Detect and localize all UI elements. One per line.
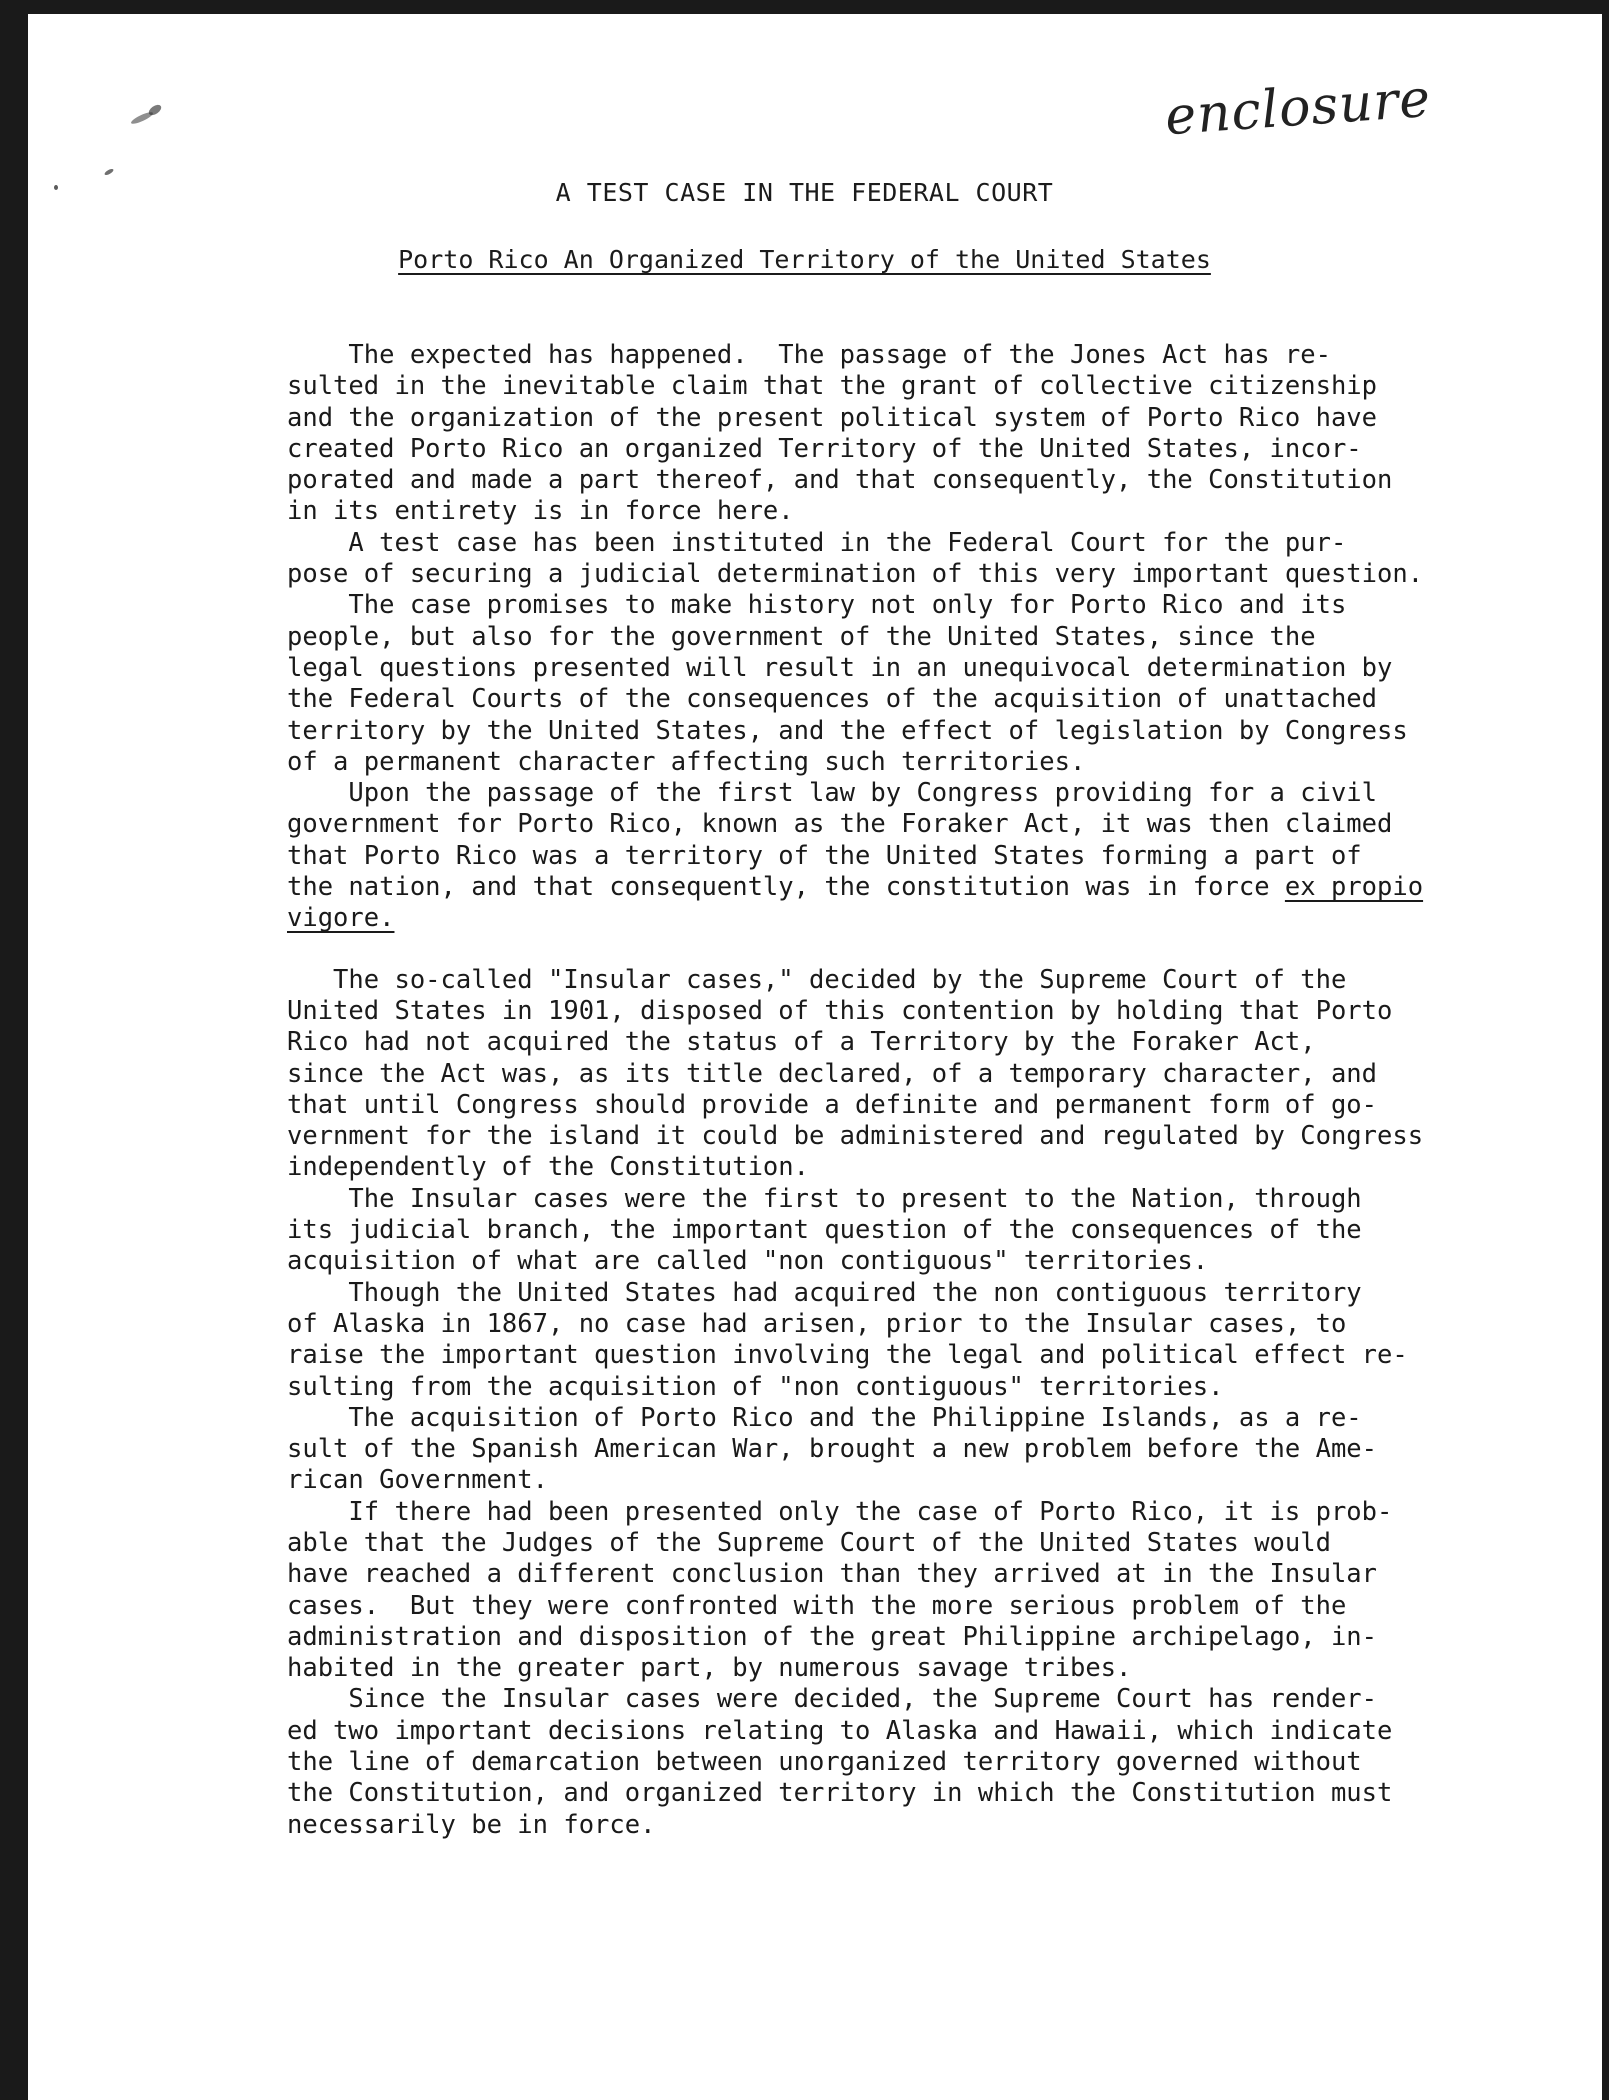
paragraph-line: Since the Insular cases were decided, the Supreme Court has render- xyxy=(287,1684,1378,1715)
paragraph-line: If there had been presented only the case of Porto Rico, it is prob- xyxy=(287,1496,1393,1527)
paragraph xyxy=(287,1497,1423,1685)
line-text: the nation, and that consequently, the constitution was in force xyxy=(287,872,1285,903)
paragraph-line: rican Government. xyxy=(287,1465,548,1496)
paragraph-line: Rico had not acquired the status of a Territory by the Foraker Act, xyxy=(287,1027,1316,1058)
paragraph-gap xyxy=(287,935,1423,965)
paragraph-line xyxy=(287,872,1423,903)
paragraph-line: independently of the Constitution. xyxy=(287,1152,809,1183)
paragraph xyxy=(287,590,1423,778)
scan-border-top xyxy=(0,0,1609,14)
scan-border-right xyxy=(1602,0,1609,2100)
paragraph-line: since the Act was, as its title declared, of a temporary character, and xyxy=(287,1058,1378,1089)
paragraph xyxy=(287,528,1423,591)
paragraph-line: have reached a different conclusion than they arrived at in the Insular xyxy=(287,1559,1378,1590)
paragraph-line: territory by the United States, and the effect of legislation by Congress xyxy=(287,715,1408,746)
paragraph-line: Though the United States had acquired the non contiguous territory xyxy=(287,1277,1362,1308)
paragraph-line: administration and disposition of the great Philippine archipelago, in- xyxy=(287,1621,1378,1652)
paragraph-line: The acquisition of Porto Rico and the Philippine Islands, as a re- xyxy=(287,1402,1362,1433)
paragraph-line: A test case has been instituted in the Federal Court for the pur- xyxy=(287,527,1347,558)
paragraph-line: sult of the Spanish American War, brought a new problem before the Ame- xyxy=(287,1434,1378,1465)
paragraph-line: that Porto Rico was a territory of the United States forming a part of xyxy=(287,840,1362,871)
paragraph xyxy=(287,1684,1423,1840)
paragraph xyxy=(287,965,1423,1184)
paragraph-line: porated and made a part thereof, and that consequently, the Constitution xyxy=(287,465,1393,496)
paragraph-line: pose of securing a judicial determination of this very important question. xyxy=(287,559,1424,590)
paragraph-line: that until Congress should provide a definite and permanent form of go- xyxy=(287,1089,1378,1120)
document-subtitle xyxy=(0,245,1609,274)
latin-phrase-continued: vigore. xyxy=(287,903,395,934)
latin-phrase: ex propio xyxy=(1284,872,1424,903)
paragraph-line: and the organization of the present political system of Porto Rico have xyxy=(287,402,1378,433)
paragraph xyxy=(287,1184,1423,1278)
paragraph-line: The Insular cases were the first to present to the Nation, through xyxy=(287,1183,1362,1214)
paragraph-line: people, but also for the government of the United States, since the xyxy=(287,621,1316,652)
handwritten-annotation: enclosure xyxy=(1163,68,1433,148)
paragraph-line: created Porto Rico an organized Territory of the United States, incor- xyxy=(287,433,1362,464)
document-title: A TEST CASE IN THE FEDERAL COURT xyxy=(555,178,1054,207)
subtitle-text: Porto Rico An Organized Territory of the United States xyxy=(398,245,1211,274)
paragraph-line: raise the important question involving the legal and political effect re- xyxy=(287,1340,1408,1371)
paragraph-line: the Constitution, and organized territory in which the Constitution must xyxy=(287,1778,1393,1809)
paragraph xyxy=(287,1403,1423,1497)
paragraph xyxy=(287,1278,1423,1403)
paragraph-line: cases. But they were confronted with the more serious problem of the xyxy=(287,1590,1347,1621)
paragraph-line: of a permanent character affecting such territories. xyxy=(287,746,1086,777)
paragraph-line: sulting from the acquisition of "non contiguous" territories. xyxy=(287,1371,1224,1402)
paragraph-line: The so-called "Insular cases," decided by the Supreme Court of the xyxy=(287,964,1347,995)
paragraph-line: sulted in the inevitable claim that the grant of collective citizenship xyxy=(287,371,1378,402)
paragraph-line: necessarily be in force. xyxy=(287,1809,656,1840)
paragraph-line: ed two important decisions relating to Alaska and Hawaii, which indicate xyxy=(287,1715,1393,1746)
paragraph-line: United States in 1901, disposed of this contention by holding that Porto xyxy=(287,995,1393,1026)
paragraph-line: vernment for the island it could be administered and regulated by Congress xyxy=(287,1121,1424,1152)
paragraph xyxy=(287,340,1423,528)
paragraph-line: Upon the passage of the first law by Congress providing for a civil xyxy=(287,778,1378,809)
paragraph-lines xyxy=(287,778,1423,872)
scan-border-left xyxy=(0,0,28,2100)
paragraph xyxy=(287,778,1423,934)
paragraph-line: its judicial branch, the important question of the consequences of the xyxy=(287,1215,1362,1246)
paragraph-line: habited in the greater part, by numerous savage tribes. xyxy=(287,1653,1132,1684)
document-body xyxy=(287,340,1423,1841)
paragraph-line: the line of demarcation between unorganized territory governed without xyxy=(287,1747,1362,1778)
paragraph-line: the Federal Courts of the consequences of the acquisition of unattached xyxy=(287,684,1378,715)
paragraph-line: of Alaska in 1867, no case had arisen, prior to the Insular cases, to xyxy=(287,1308,1347,1339)
paragraph-line: able that the Judges of the Supreme Court of the United States would xyxy=(287,1527,1331,1558)
paragraph-line: The case promises to make history not only for Porto Rico and its xyxy=(287,590,1347,621)
paragraph-line: legal questions presented will result in an unequivocal determination by xyxy=(287,652,1393,683)
paragraph-line: in its entirety is in force here. xyxy=(287,496,794,527)
paragraph-line: acquisition of what are called "non contiguous" territories. xyxy=(287,1246,1209,1277)
paragraph-line: The expected has happened. The passage of the Jones Act has re- xyxy=(287,340,1331,370)
paragraph-line: government for Porto Rico, known as the Foraker Act, it was then claimed xyxy=(287,809,1393,840)
